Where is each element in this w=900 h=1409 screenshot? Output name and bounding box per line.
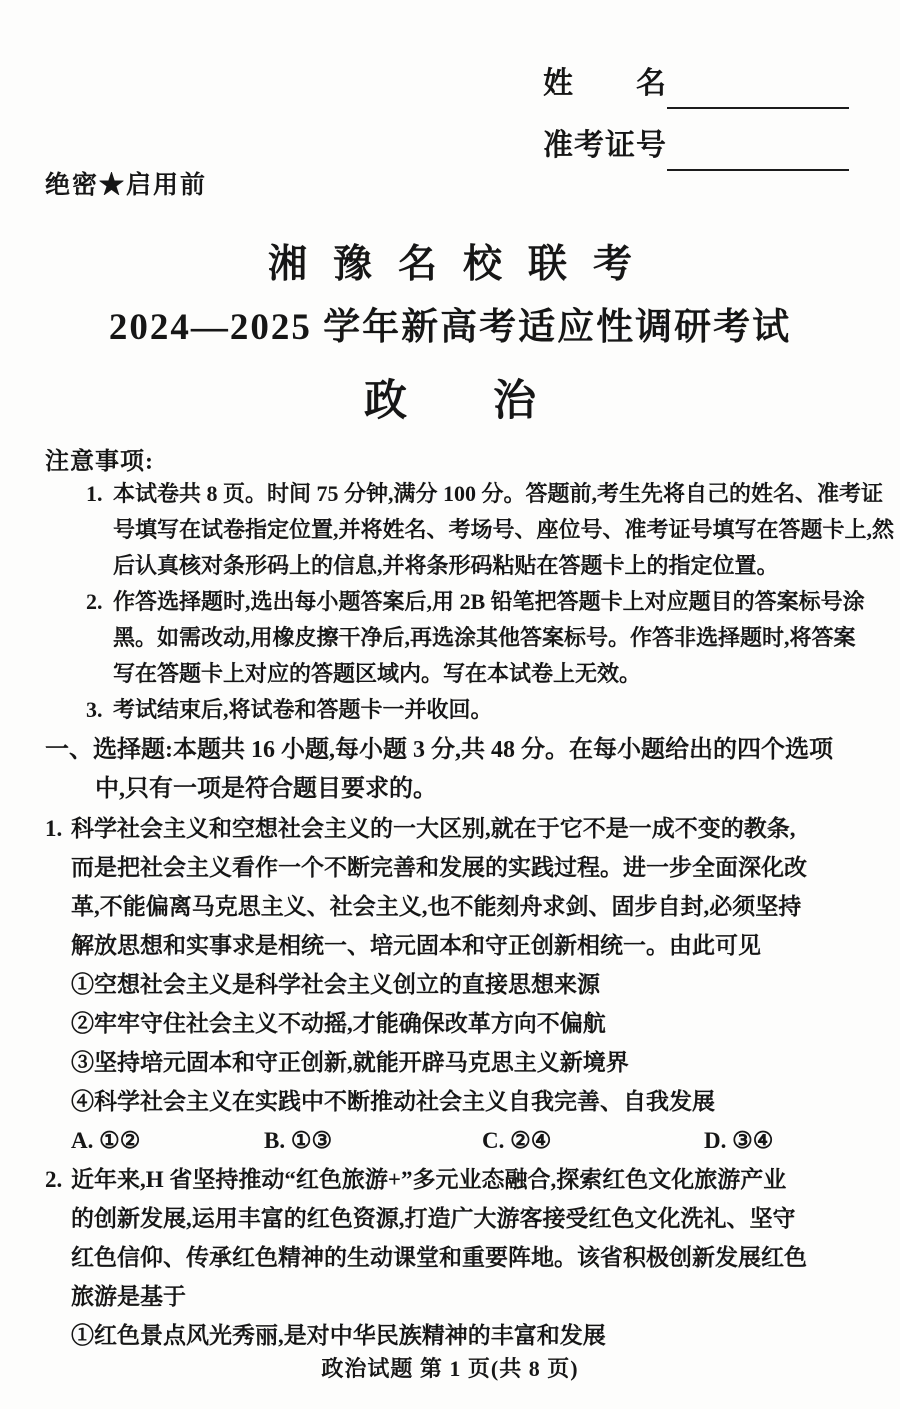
- notice-line: 写在答题卡上对应的答题区域内。写在本试卷上无效。: [113, 661, 642, 686]
- notice-item-number: 1.: [86, 481, 103, 506]
- name-field-row: [543, 58, 849, 102]
- notice-line: 后认真核对条形码上的信息,并将条形码粘贴在答题卡上的指定位置。: [113, 553, 779, 578]
- question-stem-line: 科学社会主义和空想社会主义的一大区别,就在于它不是一成不变的教条,: [71, 816, 796, 841]
- multiple-choice-section-heading: [45, 731, 865, 809]
- page-footer: 政治试题 第 1 页(共 8 页): [321, 1356, 579, 1381]
- question-2: [45, 1160, 865, 1355]
- question-stem-line: 红色信仰、传承红色精神的生动课堂和重要阵地。该省积极创新发展红色: [71, 1245, 807, 1270]
- question-stem-line: 解放思想和实事求是相统一、培元固本和守正创新相统一。由此可见: [71, 933, 761, 958]
- notice-item-number: 3.: [86, 697, 103, 722]
- question-number: 2.: [45, 1167, 63, 1192]
- option-d: D. ③④: [704, 1128, 774, 1153]
- question-stem-line: 旅游是基于: [71, 1284, 186, 1309]
- question-1: [45, 809, 865, 1160]
- statement-line-3: ③坚持培元固本和守正创新,就能开辟马克思主义新境界: [71, 1050, 629, 1075]
- section-heading-line: 一、选择题:本题共 16 小题,每小题 3 分,共 48 分。在每小题给出的四个选项: [45, 737, 833, 763]
- question-stem-line: 近年来,H 省坚持推动“红色旅游+”多元业态融合,探索红色文化旅游产业: [71, 1167, 787, 1192]
- statement-line-1: ①红色景点风光秀丽,是对中华民族精神的丰富和发展: [71, 1323, 606, 1348]
- notice-item-number: 2.: [86, 589, 103, 614]
- admission-number-underline: [667, 169, 849, 171]
- option-b: B. ①③: [264, 1128, 333, 1153]
- question-list: [45, 809, 865, 1355]
- notice-line: 号填写在试卷指定位置,并将姓名、考场号、座位号、准考证号填写在答题卡上,然: [113, 517, 895, 542]
- section-heading-line: 中,只有一项是符合题目要求的。: [95, 776, 437, 802]
- statement-line-2: ②牢牢守住社会主义不动摇,才能确保改革方向不偏航: [71, 1011, 606, 1036]
- question-stem-line: 革,不能偏离马克思主义、社会主义,也不能刻舟求剑、固步自封,必须坚持: [71, 894, 802, 919]
- notice-line: 本试卷共 8 页。时间 75 分钟,满分 100 分。答题前,考生先将自己的姓名、准考证: [113, 481, 884, 506]
- notice-item-1: [86, 476, 895, 584]
- exam-name-title: 湘豫名校联考: [267, 243, 658, 286]
- notice-line: 考试结束后,将试卷和答题卡一并收回。: [113, 697, 493, 722]
- name-label: 姓 名: [543, 67, 667, 100]
- statement-line-4: ④科学社会主义在实践中不断推动社会主义自我完善、自我发展: [71, 1089, 715, 1114]
- notice-list: [86, 476, 895, 728]
- statement-line-1: ①空想社会主义是科学社会主义创立的直接思想来源: [71, 972, 600, 997]
- question-number: 1.: [45, 816, 63, 841]
- notice-line: 作答选择题时,选出每小题答案后,用 2B 铅笔把答题卡上对应题目的答案标号涂: [113, 589, 865, 614]
- security-classification: 绝密★启用前: [45, 172, 208, 199]
- admission-number-label: 准考证号: [543, 129, 667, 162]
- exam-session-title: 2024—2025 学年新高考适应性调研考试: [108, 307, 792, 348]
- question-stem-line: 而是把社会主义看作一个不断完善和发展的实践过程。进一步全面深化改: [71, 855, 807, 880]
- option-c: C. ②④: [482, 1128, 552, 1153]
- notice-item-3: [86, 692, 876, 728]
- name-underline: [667, 107, 849, 109]
- notice-line: 黑。如需改动,用橡皮擦干净后,再选涂其他答案标号。作答非选择题时,将答案: [113, 625, 856, 650]
- subject-title: 政 治: [364, 378, 536, 425]
- answer-options-row: [71, 1121, 865, 1160]
- option-a: A. ①②: [71, 1128, 141, 1153]
- admission-number-field-row: [543, 120, 849, 164]
- notice-item-2: [86, 584, 876, 692]
- notice-heading: 注意事项:: [45, 449, 154, 475]
- question-stem-line: 的创新发展,运用丰富的红色资源,打造广大游客接受红色文化洗礼、坚守: [71, 1206, 796, 1231]
